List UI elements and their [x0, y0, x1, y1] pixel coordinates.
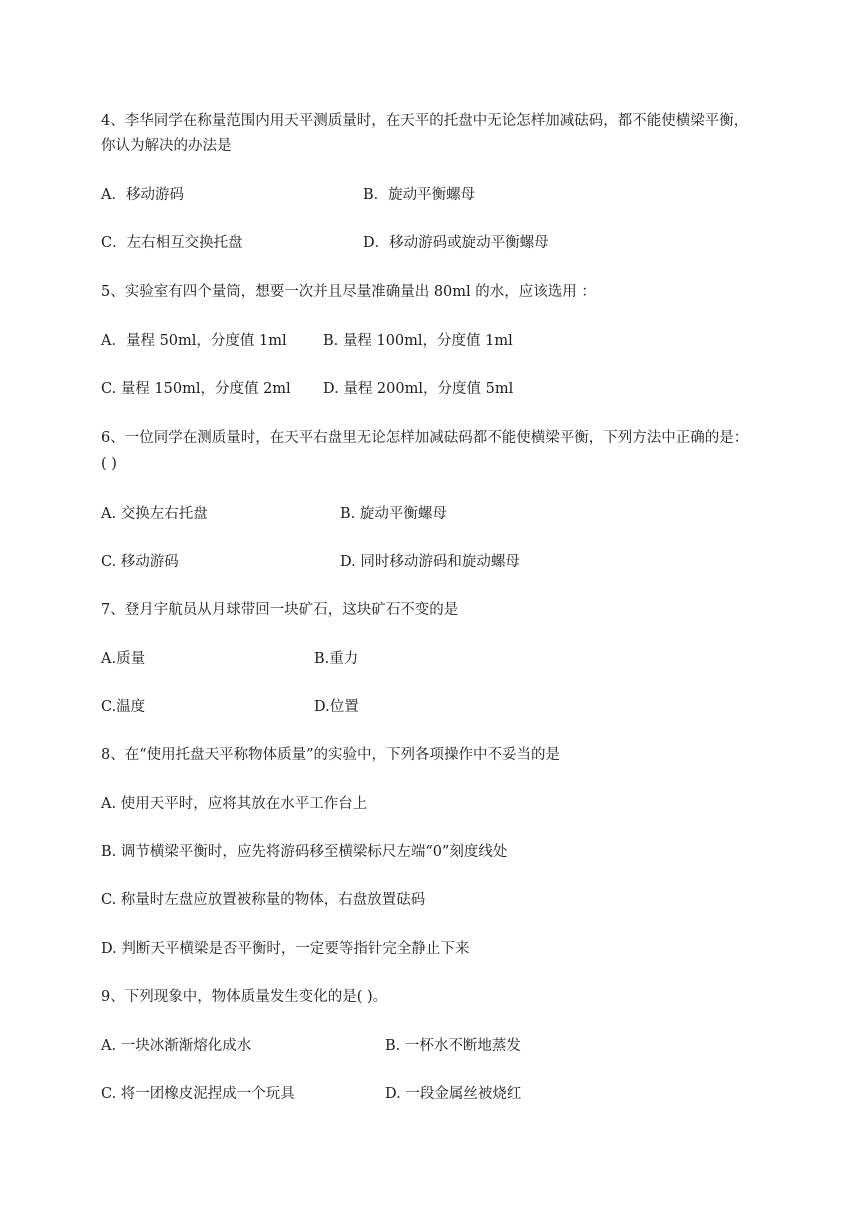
question-4-option-b: B．旋动平衡螺母 [363, 187, 476, 203]
question-4-option-c: C．左右相互交换托盘 [101, 235, 243, 251]
question-8-option-c: C. 称量时左盘应放置被称量的物体，右盘放置砝码 [101, 892, 426, 908]
question-6-option-d: D. 同时移动游码和旋动螺母 [340, 554, 520, 570]
question-9-stem: 9、下列现象中，物体质量发生变化的是( )。 [101, 989, 388, 1005]
question-7-option-c: C.温度 [101, 699, 146, 715]
question-5-option-c: C. 量程 150ml，分度值 2ml [101, 381, 291, 397]
question-8-option-d: D. 判断天平横梁是否平衡时，一定要等指针完全静止下来 [101, 941, 470, 957]
question-5-stem: 5、实验室有四个量筒，想要一次并且尽量准确量出 80ml 的水，应该选用 ： [101, 284, 596, 300]
question-8-option-a: A. 使用天平时，应将其放在水平工作台上 [101, 796, 368, 812]
question-4-option-d: D．移动游码或旋动平衡螺母 [363, 235, 549, 251]
question-7-stem: 7、登月宇航员从月球带回一块矿石，这块矿石不变的是 [101, 602, 459, 618]
question-7-option-b: B.重力 [314, 651, 359, 667]
question-4-stem-line-1: 4、李华同学在称量范围内用天平测质量时，在天平的托盘中无论怎样加减砝码，都不能使横梁平衡， [101, 113, 749, 129]
question-9-option-c: C. 将一团橡皮泥捏成一个玩具 [101, 1086, 295, 1102]
question-5-option-b: B. 量程 100ml，分度值 1ml [323, 333, 513, 349]
question-6-stem-line-1: 6、一位同学在测质量时，在天平右盘里无论怎样加减砝码都不能使横梁平衡，下列方法中正确的是： [101, 430, 749, 446]
question-7-option-a: A.质量 [101, 651, 146, 667]
question-6-stem-line-2: ( ) [101, 456, 117, 472]
question-6-option-b: B. 旋动平衡螺母 [340, 506, 447, 522]
question-9-option-a: A. 一块冰渐渐熔化成水 [101, 1038, 252, 1054]
question-9-option-b: B. 一杯水不断地蒸发 [385, 1038, 521, 1054]
question-4-stem-line-2: 你认为解决的办法是 [101, 138, 232, 154]
question-8-option-b: B. 调节横梁平衡时，应先将游码移至横梁标尺左端“0”刻度线处 [101, 844, 508, 860]
question-7-option-d: D.位置 [314, 699, 359, 715]
question-4-option-a: A．移动游码 [101, 187, 184, 203]
question-5-option-a: A．量程 50ml，分度值 1ml [101, 333, 287, 349]
question-6-option-a: A. 交换左右托盘 [101, 506, 208, 522]
question-5-option-d: D. 量程 200ml，分度值 5ml [323, 381, 514, 397]
question-8-stem: 8、在“使用托盘天平称物体质量”的实验中，下列各项操作中不妥当的是 [101, 747, 561, 763]
question-6-option-c: C. 移动游码 [101, 554, 179, 570]
question-9-option-d: D. 一段金属丝被烧红 [385, 1086, 522, 1102]
